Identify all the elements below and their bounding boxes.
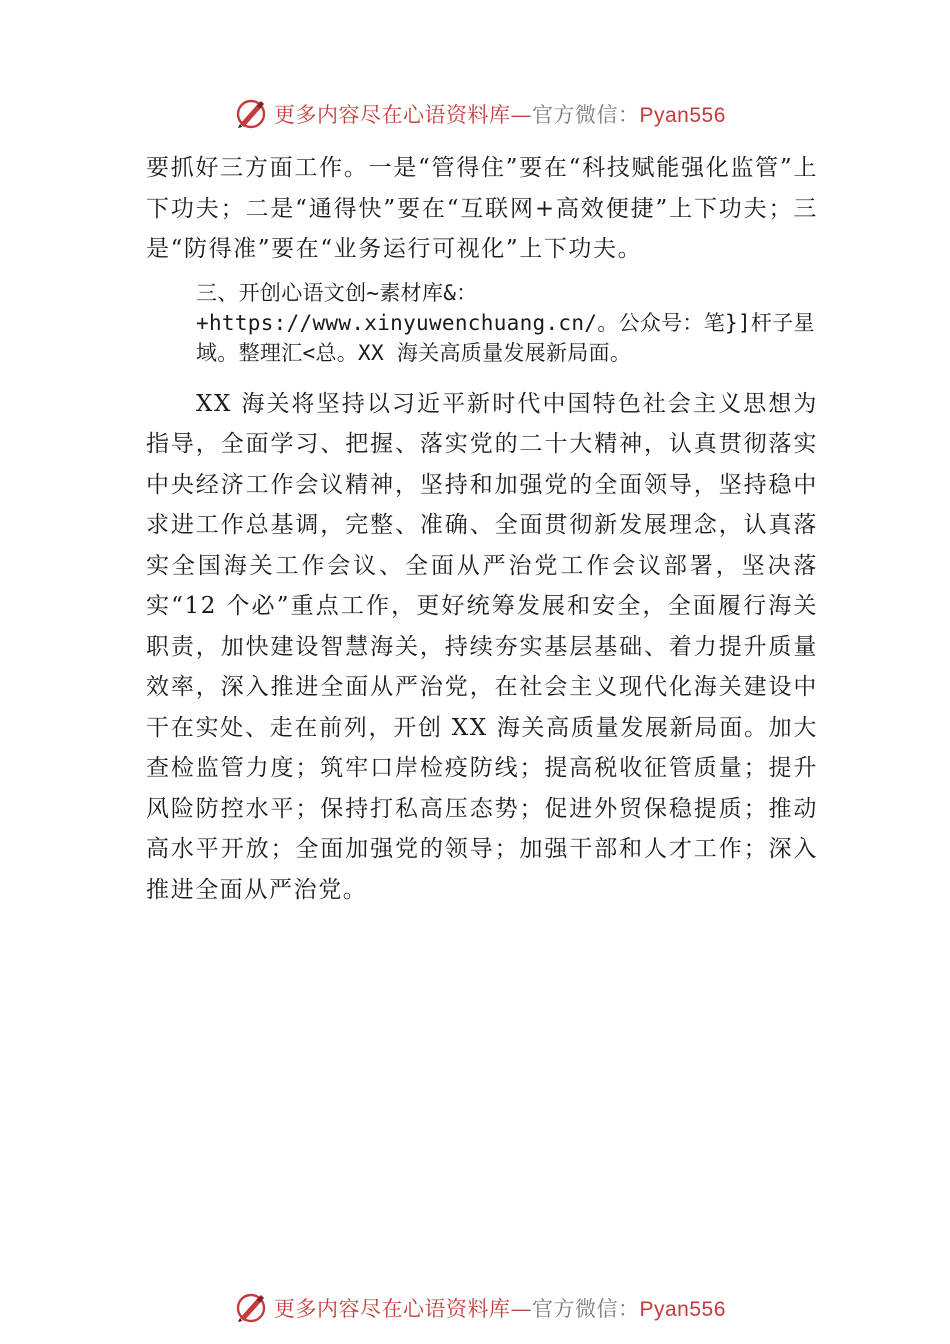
header-wechat-label: 官方微信： bbox=[532, 103, 640, 127]
header-banner-text bbox=[274, 99, 726, 129]
paragraph-2: XX 海关将坚持以习近平新时代中国特色社会主义思想为指导，全面学习、把握、落实党的二十大精神，认真贯彻落实中央经济工作会议精神，坚持和加强党的全面领导，坚持稳中求进工作总基调，完整、准确、全面贯彻新发展理念，认真落实全国海关工作会议、全面从严治党工作会议部署，坚决落实“12 个必”重点工作，更好统筹发展和安全，全面履行海关职责，加快建设智慧海关，持续夯实基层基础、着力提升质量效率，深入推进全面从严治党，在社会主义现代化海关建设中干在实处、走在前列，开创 XX 海关高质量发展新局面。加大查检监管力度；筑牢口岸检疫防线；提高税收征管质量；提升风险防控水平；保持打私高压态势；促进外贸保稳提质；推动高水平开放；全面加强党的领导；加强干部和人才工作；深入推进全面从严治党。 bbox=[146, 390, 818, 903]
footer-banner-text bbox=[274, 1293, 726, 1323]
footer-dash: — bbox=[510, 1297, 532, 1321]
footer-banner bbox=[0, 1286, 950, 1330]
footer-slogan: 更多内容尽在心语资料库 bbox=[274, 1297, 511, 1321]
pen-logo-icon bbox=[234, 1291, 268, 1325]
section-heading-3: 三、开创心语文创~素材库&：+https://www.xinyuwenchuang.cn/。公众号：笔}]杆子星域。整理汇<总。XX 海关高质量发展新局面。 bbox=[196, 280, 815, 365]
header-dash: — bbox=[510, 103, 532, 127]
header-banner bbox=[0, 92, 950, 136]
pen-logo-icon bbox=[234, 97, 268, 131]
header-slogan: 更多内容尽在心语资料库 bbox=[274, 103, 511, 127]
document-body bbox=[146, 148, 818, 910]
footer-wechat-label: 官方微信： bbox=[532, 1297, 640, 1321]
footer-wechat-id: Pyan556 bbox=[639, 1298, 726, 1321]
header-wechat-id: Pyan556 bbox=[639, 104, 726, 127]
paragraph-1: 要抓好三方面工作。一是“管得住”要在“科技赋能强化监管”上下功夫；二是“通得快”要在“互联网+高效便捷”上下功夫；三是“防得准”要在“业务运行可视化”上下功夫。 bbox=[146, 155, 818, 262]
footer-banner-inner bbox=[234, 1286, 726, 1330]
header-banner-inner bbox=[234, 92, 726, 136]
